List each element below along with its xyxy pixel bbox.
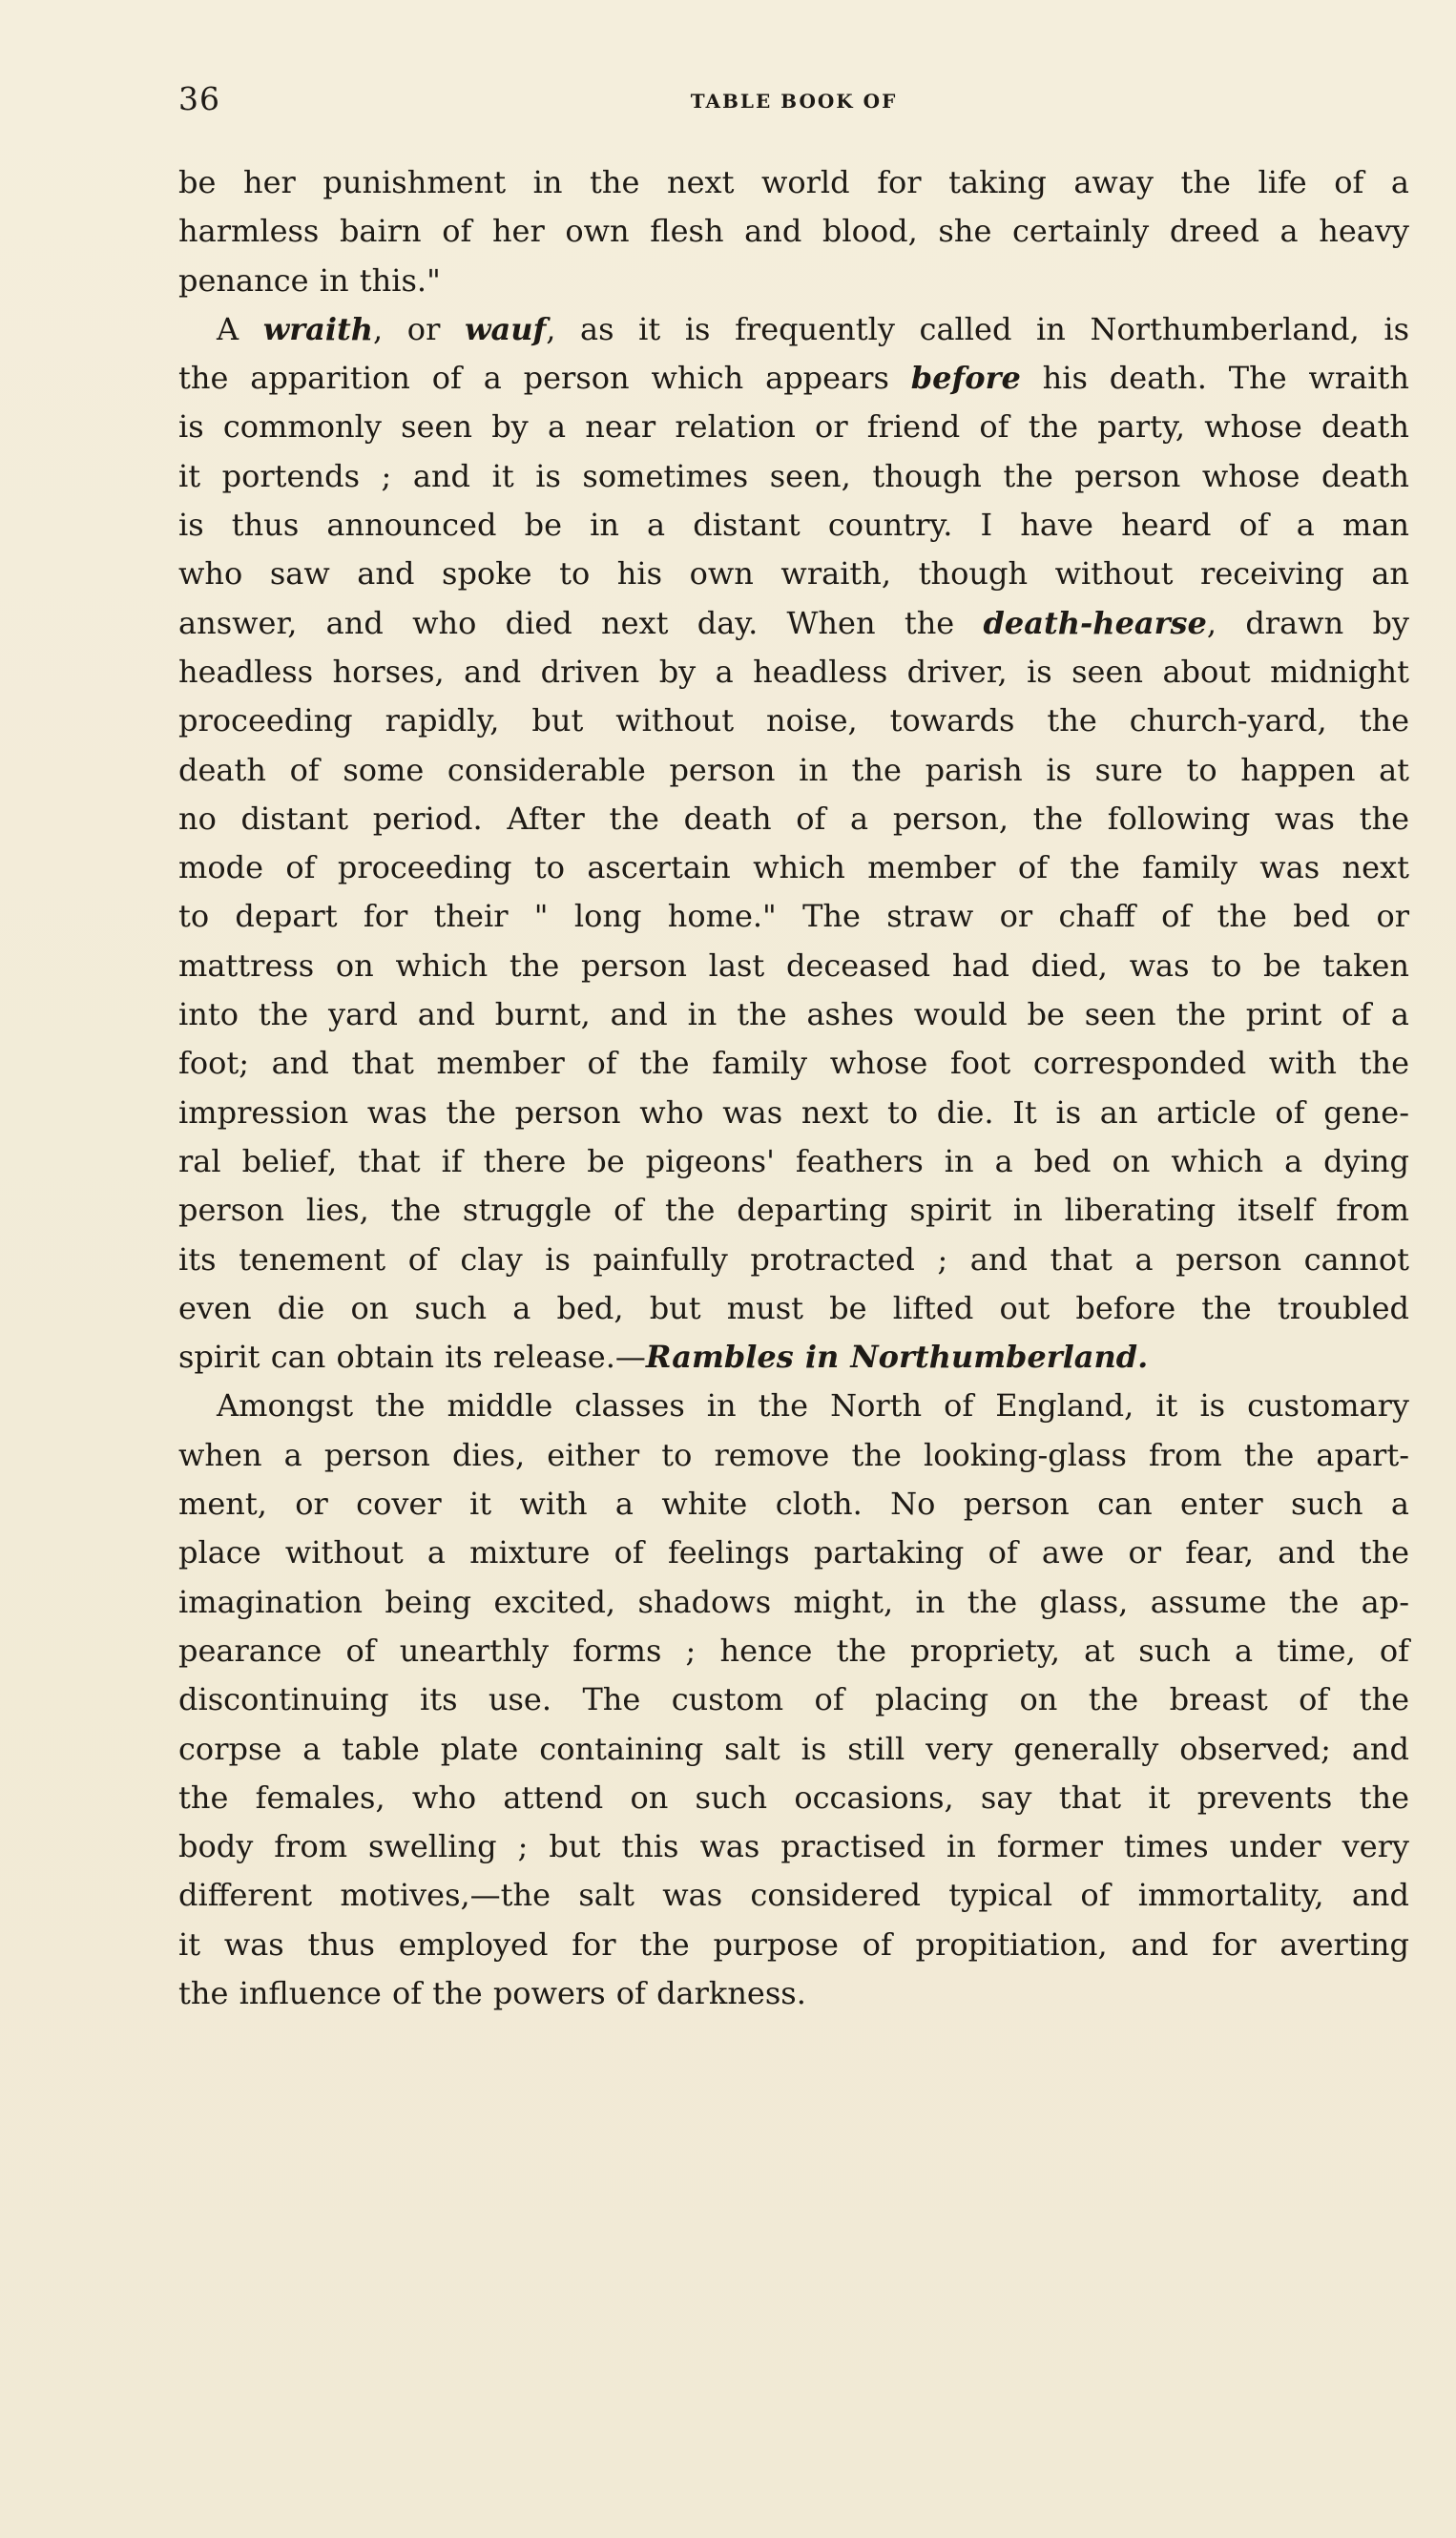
text-line	[178, 550, 1409, 598]
text-run: be her punishment in the next world for taking away the life of a	[178, 164, 1409, 200]
text-run: spirit can obtain its release.—	[178, 1339, 646, 1376]
text-line	[178, 1969, 1409, 2018]
text-run: proceeding rapidly, but without noise, towards the church-yard, the	[178, 702, 1409, 739]
text-run: mattress on which the person last deceased had died, was to be taken	[178, 947, 1409, 984]
text-line	[178, 305, 1409, 354]
text-run: is commonly seen by a near relation or friend of the party, whose death	[178, 408, 1409, 446]
text-line	[178, 599, 1409, 648]
page-number: 36	[178, 80, 220, 117]
text-run: A	[217, 310, 263, 347]
text-line	[178, 1725, 1409, 1774]
text-line	[178, 697, 1409, 745]
text-run: impression was the person who was next to die. It is an article of gene-	[178, 1093, 1409, 1131]
text-line	[178, 1382, 1409, 1430]
text-run: penance in this."	[178, 261, 441, 299]
text-run: the females, who attend on such occasions, say that it prevents the	[178, 1779, 1409, 1816]
text-run: even die on such a bed, but must be lifted out before the troubled	[178, 1289, 1409, 1326]
text-run: place without a mixture of feelings partaking of awe or fear, and the	[178, 1534, 1409, 1571]
text-line	[178, 1089, 1409, 1137]
text-run: death of some considerable person in the parish is sure to happen at	[178, 751, 1409, 788]
text-run: discontinuing its use. The custom of placing on the breast of the	[178, 1681, 1409, 1718]
text-line	[178, 1921, 1409, 1969]
text-run: to depart for their " long home." The straw or chaff of the bed or	[178, 898, 1409, 935]
text-line	[178, 1774, 1409, 1822]
text-run: corpse a table plate containing salt is still very generally observed; and	[178, 1730, 1409, 1767]
text-line	[178, 403, 1409, 451]
text-run: different motives,—the salt was considered typical of immortality, and	[178, 1877, 1409, 1914]
text-line	[178, 1284, 1409, 1333]
text-run: when a person dies, either to remove the looking-glass from the apart-	[178, 1436, 1409, 1473]
text-run: foot; and that member of the family whose foot corresponded with the	[178, 1045, 1409, 1082]
text-run: , drawn by	[1206, 604, 1409, 641]
text-run: Amongst the middle classes in the North of England, it is customary	[217, 1387, 1409, 1425]
text-line	[178, 158, 1409, 207]
text-run: ment, or cover it with a white cloth. No person can enter such a	[178, 1486, 1409, 1523]
text-run: body from swelling ; but this was practised in former times under very	[178, 1828, 1409, 1865]
text-line	[178, 1871, 1409, 1920]
text-run: answer, and who died next day. When the	[178, 604, 984, 641]
text-line	[178, 1431, 1409, 1480]
text-run: imagination being excited, shadows might, in the glass, assume the ap-	[178, 1583, 1409, 1620]
text-run: is thus announced be in a distant country. I have heard of a man	[178, 507, 1409, 544]
text-run: person lies, the struggle of the departing spirit in liberating itself from	[178, 1192, 1409, 1229]
body-text	[178, 158, 1409, 2018]
text-run: who saw and spoke to his own wraith, though without receiving an	[178, 555, 1409, 593]
text-run: mode of proceeding to ascertain which member of the family was next	[178, 849, 1409, 886]
italic-text: before	[910, 360, 1021, 397]
text-run: pearance of unearthly forms ; hence the propriety, at such a time, of	[178, 1632, 1409, 1669]
text-line	[178, 1137, 1409, 1186]
text-run: the influence of the powers of darkness.	[178, 1974, 806, 2011]
text-line	[178, 1186, 1409, 1235]
text-line	[178, 1578, 1409, 1627]
italic-text: death-hearse	[983, 604, 1207, 641]
text-line	[178, 942, 1409, 990]
running-title: TABLE BOOK OF	[690, 90, 898, 113]
text-line	[178, 501, 1409, 550]
text-line	[178, 1236, 1409, 1284]
running-head	[178, 80, 1409, 118]
text-run: his death. The wraith	[1020, 360, 1410, 397]
text-line	[178, 892, 1409, 941]
text-line	[178, 990, 1409, 1039]
text-run: the apparition of a person which appears	[178, 360, 911, 397]
text-line	[178, 746, 1409, 795]
text-line	[178, 452, 1409, 501]
text-run: , or	[373, 310, 465, 347]
text-line	[178, 843, 1409, 892]
text-run: into the yard and burnt, and in the ashes would be seen the print of a	[178, 996, 1409, 1033]
text-line	[178, 1529, 1409, 1577]
text-run: it portends ; and it is sometimes seen, though the person whose death	[178, 457, 1409, 494]
text-line	[178, 1480, 1409, 1529]
text-run: harmless bairn of her own flesh and blood, she certainly dreed a heavy	[178, 213, 1409, 250]
text-line	[178, 1039, 1409, 1088]
text-run: , as it is frequently called in Northumberland, is	[546, 310, 1410, 347]
text-line	[178, 354, 1409, 403]
text-run: headless horses, and driven by a headless driver, is seen about midnight	[178, 653, 1409, 690]
italic-text: wauf	[464, 310, 547, 347]
text-line	[178, 1822, 1409, 1871]
text-line	[178, 257, 1409, 305]
text-line	[178, 648, 1409, 697]
text-run: its tenement of clay is painfully protracted ; and that a person cannot	[178, 1240, 1409, 1278]
italic-text: wraith	[262, 310, 374, 347]
text-line	[178, 1627, 1409, 1675]
text-line	[178, 1333, 1409, 1382]
text-run: it was thus employed for the purpose of propitiation, and for averting	[178, 1925, 1409, 1963]
text-line	[178, 207, 1409, 256]
text-run: no distant period. After the death of a person, the following was the	[178, 800, 1409, 837]
italic-text: Rambles in Northumberland.	[645, 1339, 1149, 1376]
text-line	[178, 795, 1409, 843]
text-run: ral belief, that if there be pigeons' feathers in a bed on which a dying	[178, 1142, 1409, 1179]
text-line	[178, 1675, 1409, 1724]
